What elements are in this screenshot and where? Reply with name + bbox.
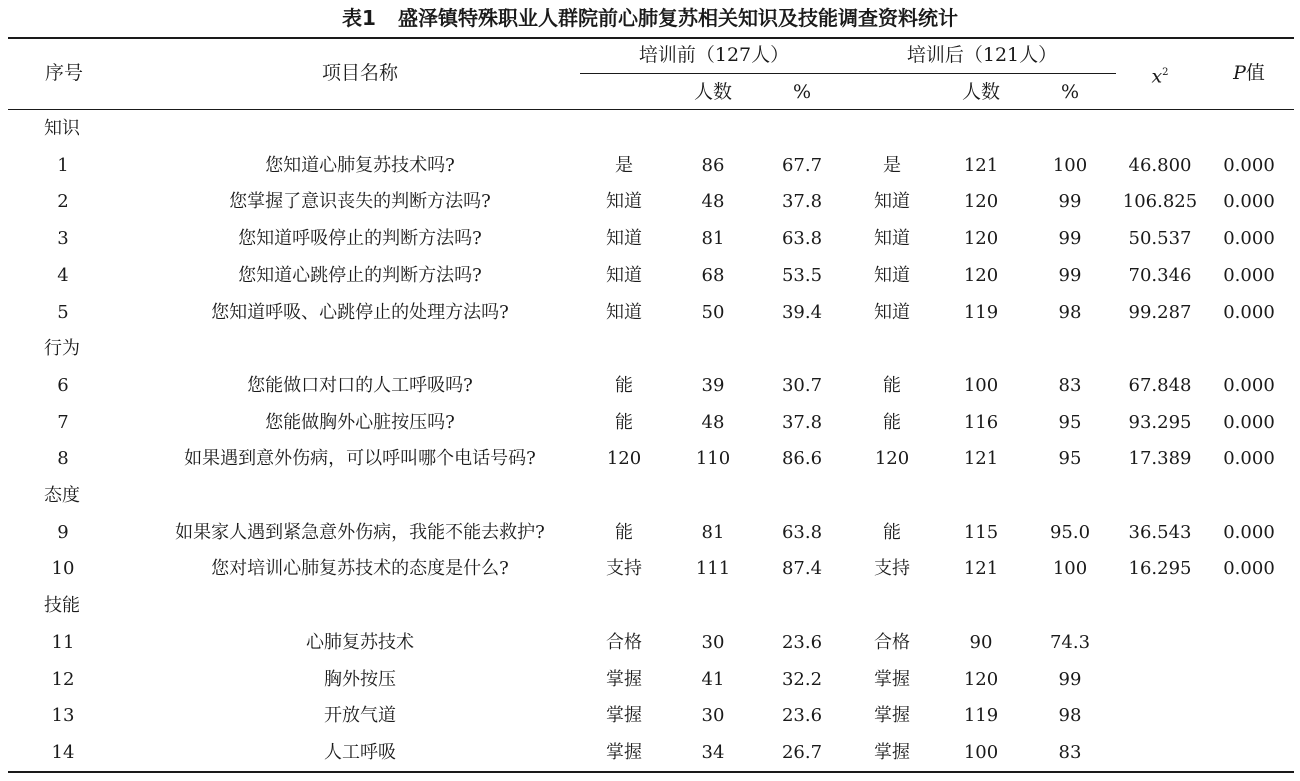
item-name-cell: 如果遇到意外伤病，可以呼叫哪个电话号码? bbox=[184, 448, 536, 469]
before-percent-cell: 63.8 bbox=[781, 228, 823, 249]
header-seq: 序号 bbox=[44, 62, 83, 84]
before-percent-cell: 23.6 bbox=[781, 632, 823, 653]
after-percent-cell: 99 bbox=[1058, 228, 1082, 249]
section-label: 技能 bbox=[44, 595, 80, 616]
after-count-cell: 120 bbox=[963, 191, 999, 212]
item-name-cell: 如果家人遇到紧急意外伤病，我能不能去救护? bbox=[175, 522, 545, 543]
before-answer-cell: 支持 bbox=[606, 558, 642, 579]
before-percent-cell: 26.7 bbox=[781, 742, 823, 763]
chi-square-cell: 93.295 bbox=[1128, 412, 1192, 433]
before-percent-cell: 63.8 bbox=[781, 522, 823, 543]
before-count-cell: 41 bbox=[701, 669, 725, 690]
before-answer-cell: 知道 bbox=[606, 265, 642, 286]
table-caption: 盛泽镇特殊职业人群院前心肺复苏相关知识及技能调查资料统计 bbox=[397, 6, 958, 30]
p-value-cell: 0.000 bbox=[1223, 375, 1275, 396]
before-percent-cell: 53.5 bbox=[781, 265, 823, 286]
seq-cell: 10 bbox=[51, 558, 75, 579]
item-name-cell: 您能做胸外心脏按压吗? bbox=[265, 412, 455, 433]
after-answer-cell: 知道 bbox=[874, 265, 910, 286]
header-before-percent: % bbox=[792, 81, 812, 103]
p-value-cell: 0.000 bbox=[1223, 412, 1275, 433]
after-answer-cell: 知道 bbox=[874, 302, 910, 323]
seq-cell: 14 bbox=[51, 742, 75, 763]
before-percent-cell: 39.4 bbox=[781, 302, 823, 323]
chi-square-cell: 70.346 bbox=[1128, 265, 1192, 286]
table-number: 表1 bbox=[342, 6, 376, 30]
before-answer-cell: 知道 bbox=[606, 228, 642, 249]
chi-square-cell: 16.295 bbox=[1128, 558, 1192, 579]
after-percent-cell: 100 bbox=[1052, 558, 1088, 579]
item-name-cell: 人工呼吸 bbox=[324, 742, 396, 763]
p-value-cell: 0.000 bbox=[1223, 448, 1275, 469]
after-count-cell: 121 bbox=[963, 155, 999, 176]
chi-square-cell: 99.287 bbox=[1128, 302, 1192, 323]
before-count-cell: 81 bbox=[701, 522, 725, 543]
before-percent-cell: 37.8 bbox=[781, 191, 823, 212]
before-answer-cell: 知道 bbox=[606, 302, 642, 323]
before-count-cell: 81 bbox=[701, 228, 725, 249]
item-name-cell: 您掌握了意识丧失的判断方法吗? bbox=[229, 191, 491, 212]
after-answer-cell: 是 bbox=[883, 155, 901, 176]
after-percent-cell: 83 bbox=[1058, 375, 1082, 396]
before-count-cell: 48 bbox=[701, 191, 725, 212]
seq-cell: 11 bbox=[51, 632, 75, 653]
item-name-cell: 您知道呼吸、心跳停止的处理方法吗? bbox=[211, 302, 509, 323]
seq-cell: 6 bbox=[57, 375, 69, 396]
p-value-cell: 0.000 bbox=[1223, 522, 1275, 543]
before-count-cell: 30 bbox=[701, 632, 725, 653]
before-count-cell: 86 bbox=[701, 155, 725, 176]
chi-square-cell: 67.848 bbox=[1128, 375, 1192, 396]
after-answer-cell: 掌握 bbox=[874, 669, 910, 690]
item-name-cell: 您对培训心肺复苏技术的态度是什么? bbox=[211, 558, 509, 579]
seq-cell: 4 bbox=[57, 265, 69, 286]
after-count-cell: 100 bbox=[963, 742, 999, 763]
chi-square-cell: 46.800 bbox=[1128, 155, 1192, 176]
header-after-training: 培训后（121人） bbox=[906, 44, 1058, 66]
seq-cell: 13 bbox=[51, 705, 75, 726]
after-count-cell: 116 bbox=[963, 412, 999, 433]
p-value-cell: 0.000 bbox=[1223, 558, 1275, 579]
after-percent-cell: 95 bbox=[1058, 448, 1082, 469]
before-answer-cell: 掌握 bbox=[606, 669, 642, 690]
after-answer-cell: 能 bbox=[883, 522, 901, 543]
section-label: 行为 bbox=[44, 338, 80, 359]
section-label: 态度 bbox=[44, 485, 80, 506]
p-value-cell: 0.000 bbox=[1223, 191, 1275, 212]
header-after-percent: % bbox=[1060, 81, 1080, 103]
after-count-cell: 90 bbox=[969, 632, 993, 653]
chi-square-cell: 106.825 bbox=[1122, 191, 1198, 212]
item-name-cell: 您知道心跳停止的判断方法吗? bbox=[238, 265, 482, 286]
before-percent-cell: 86.6 bbox=[781, 448, 823, 469]
before-answer-cell: 120 bbox=[606, 448, 642, 469]
before-answer-cell: 合格 bbox=[606, 632, 642, 653]
after-count-cell: 120 bbox=[963, 669, 999, 690]
after-percent-cell: 83 bbox=[1058, 742, 1082, 763]
after-answer-cell: 能 bbox=[883, 375, 901, 396]
chi-superscript: 2 bbox=[1162, 67, 1169, 78]
item-name-cell: 胸外按压 bbox=[324, 669, 396, 690]
before-count-cell: 30 bbox=[701, 705, 725, 726]
header-before-training: 培训前（127人） bbox=[638, 44, 790, 66]
after-count-cell: 100 bbox=[963, 375, 999, 396]
before-count-cell: 34 bbox=[701, 742, 725, 763]
header-before-count: 人数 bbox=[693, 81, 732, 103]
after-count-cell: 120 bbox=[963, 265, 999, 286]
before-percent-cell: 87.4 bbox=[781, 558, 823, 579]
before-answer-cell: 能 bbox=[615, 412, 633, 433]
before-answer-cell: 掌握 bbox=[606, 705, 642, 726]
after-answer-cell: 知道 bbox=[874, 228, 910, 249]
before-count-cell: 50 bbox=[701, 302, 725, 323]
p-value-cell: 0.000 bbox=[1223, 302, 1275, 323]
after-count-cell: 119 bbox=[963, 302, 999, 323]
section-label: 知识 bbox=[44, 118, 80, 139]
after-answer-cell: 120 bbox=[874, 448, 910, 469]
item-name-cell: 心肺复苏技术 bbox=[306, 632, 414, 653]
p-symbol: P bbox=[1233, 62, 1246, 84]
p-suffix: 值 bbox=[1245, 62, 1265, 84]
after-percent-cell: 100 bbox=[1052, 155, 1088, 176]
before-percent-cell: 32.2 bbox=[781, 669, 823, 690]
after-answer-cell: 掌握 bbox=[874, 705, 910, 726]
before-answer-cell: 掌握 bbox=[606, 742, 642, 763]
after-count-cell: 121 bbox=[963, 448, 999, 469]
header-item-name: 项目名称 bbox=[321, 62, 398, 84]
seq-cell: 8 bbox=[57, 448, 69, 469]
seq-cell: 9 bbox=[57, 522, 69, 543]
seq-cell: 7 bbox=[57, 412, 69, 433]
chi-symbol: x bbox=[1151, 65, 1163, 88]
before-count-cell: 110 bbox=[695, 448, 731, 469]
after-percent-cell: 74.3 bbox=[1049, 632, 1091, 653]
before-answer-cell: 能 bbox=[615, 522, 633, 543]
header-after-count: 人数 bbox=[961, 81, 1000, 103]
after-percent-cell: 98 bbox=[1058, 705, 1082, 726]
chi-square-cell: 36.543 bbox=[1128, 522, 1192, 543]
after-percent-cell: 98 bbox=[1058, 302, 1082, 323]
seq-cell: 1 bbox=[57, 155, 69, 176]
before-count-cell: 48 bbox=[701, 412, 725, 433]
after-count-cell: 120 bbox=[963, 228, 999, 249]
before-percent-cell: 23.6 bbox=[781, 705, 823, 726]
seq-cell: 2 bbox=[57, 191, 69, 212]
p-value-cell: 0.000 bbox=[1223, 265, 1275, 286]
before-answer-cell: 知道 bbox=[606, 191, 642, 212]
after-count-cell: 119 bbox=[963, 705, 999, 726]
after-answer-cell: 合格 bbox=[874, 632, 910, 653]
item-name-cell: 您知道心肺复苏技术吗? bbox=[265, 155, 455, 176]
after-answer-cell: 掌握 bbox=[874, 742, 910, 763]
before-answer-cell: 是 bbox=[615, 155, 633, 176]
chi-square-cell: 50.537 bbox=[1128, 228, 1192, 249]
before-count-cell: 68 bbox=[701, 265, 725, 286]
before-count-cell: 111 bbox=[695, 558, 731, 579]
after-percent-cell: 99 bbox=[1058, 265, 1082, 286]
after-answer-cell: 支持 bbox=[874, 558, 910, 579]
after-answer-cell: 能 bbox=[883, 412, 901, 433]
after-percent-cell: 99 bbox=[1058, 191, 1082, 212]
after-percent-cell: 95 bbox=[1058, 412, 1082, 433]
after-percent-cell: 95.0 bbox=[1049, 522, 1091, 543]
item-name-cell: 您能做口对口的人工呼吸吗? bbox=[247, 375, 473, 396]
after-count-cell: 121 bbox=[963, 558, 999, 579]
after-count-cell: 115 bbox=[963, 522, 999, 543]
after-percent-cell: 99 bbox=[1058, 669, 1082, 690]
after-answer-cell: 知道 bbox=[874, 191, 910, 212]
before-percent-cell: 30.7 bbox=[781, 375, 823, 396]
chi-square-cell: 17.389 bbox=[1128, 448, 1192, 469]
p-value-cell: 0.000 bbox=[1223, 228, 1275, 249]
seq-cell: 12 bbox=[51, 669, 75, 690]
item-name-cell: 开放气道 bbox=[324, 705, 396, 726]
before-percent-cell: 37.8 bbox=[781, 412, 823, 433]
seq-cell: 3 bbox=[57, 228, 69, 249]
item-name-cell: 您知道呼吸停止的判断方法吗? bbox=[238, 228, 482, 249]
before-count-cell: 39 bbox=[701, 375, 725, 396]
before-answer-cell: 能 bbox=[615, 375, 633, 396]
p-value-cell: 0.000 bbox=[1223, 155, 1275, 176]
seq-cell: 5 bbox=[57, 302, 69, 323]
before-percent-cell: 67.7 bbox=[781, 155, 823, 176]
